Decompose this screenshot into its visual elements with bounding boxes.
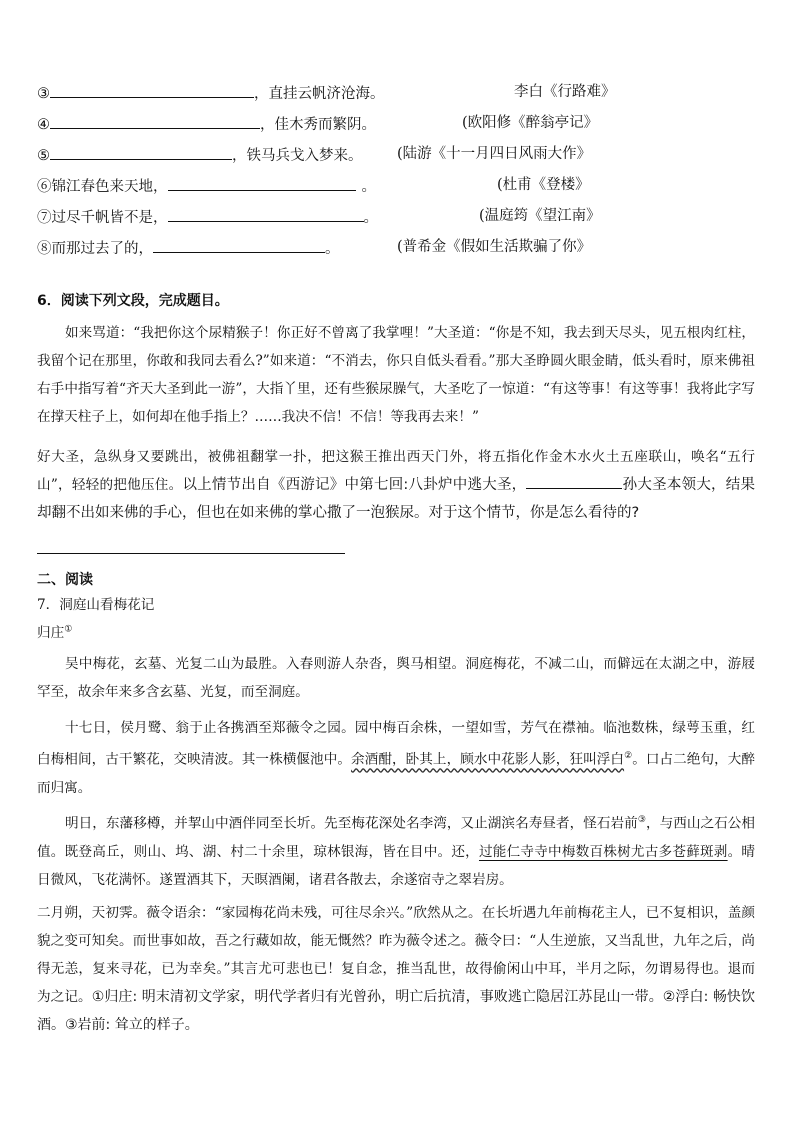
q7-p3-text-b: ，与西山之石公相值。既登高丘，则山、坞、湖、村二十余里，琼林银海，皆在目中。还，: [37, 815, 756, 860]
q6-heading: 6．阅读下列文段，完成题目。: [37, 293, 229, 309]
section-title: 二、阅读: [37, 572, 93, 588]
q6-question-b: 孙大圣本领大，结果却翻不出如来佛的手心，但也在如来佛的掌心撒了一泡猴尿。对于这个情节，你是怎么看待的?: [37, 477, 756, 521]
q7-paragraph-4: [37, 899, 755, 1039]
q6-passage-2: [37, 443, 755, 527]
answer-blank[interactable]: [50, 111, 260, 129]
q7-p3-note: ③: [637, 815, 646, 825]
answer-blank[interactable]: [50, 142, 232, 160]
q7-p3-text-c: 。晴日微风，飞花满怀。遂置酒其下，天暝酒阑，诸君各散去，余遂宿寺之翠岩房。: [37, 843, 756, 888]
q7-p4-text: 二月朔，天初霁。薇令语余：“家园梅花尚未残，可往尽余兴。”欣然从之。在长圻遇九年前梅花主人，已不复相识，盖颜貌之变可知矣。而世事如故，吾之行藏如故，能无慨然？昨为薇令述之。薇令曰：“人生逆旅，又当乱世，九年之后，尚得无恙，复来寻花，已为幸矣。”其言尤可悲也已！复自念，推当乱世，故得偷闲山中耳，半月之际，勿谓易得也。退而为之记。: [37, 905, 755, 1005]
fill-suffix: ，直挂云帆济沧海。: [254, 86, 385, 102]
fill-suffix: ，铁马兵戈入梦来。: [232, 148, 363, 164]
q7-p3-text-a: 明日，东藩移樽，并挈山中酒伴同至长圻。先至梅花深处名李湾，又止湖滨名寿昼者，怪石岩前: [65, 815, 638, 832]
answer-blank[interactable]: [168, 204, 364, 222]
q7-author-name: 归庄: [37, 625, 65, 641]
fill-row-4: [37, 111, 599, 135]
q7-author: [37, 621, 72, 641]
q7-author-note: ①: [64, 624, 73, 635]
fill-suffix: 。: [361, 179, 376, 195]
q7-paragraph-1: 吴中梅花，玄墓、光复二山为最胜。入春则游人杂沓，舆马相望。洞庭梅花，不减二山，而僻远在太湖之中，游屐罕至，故余年来多含玄墓、光复，而至洞庭。: [37, 656, 755, 700]
fill-source: (杜甫《登楼》: [497, 177, 590, 193]
fill-row-3: [37, 80, 616, 104]
q7-p2-text-a: 十七日，侯月鹭、翁于止各携酒至郑薇令之园。园中梅百余株，一望如雪，芳气在襟袖。临池数株，绿萼玉重，红白梅相间，古干繁花，交映清波。其一株横偃池中。: [37, 720, 755, 768]
fill-prefix: ③: [37, 86, 50, 102]
q7-paragraph-2: [37, 714, 755, 802]
fill-source: (陆游《十一月四日风雨大作》: [397, 146, 592, 162]
q6-answer-line[interactable]: [37, 553, 345, 554]
fill-prefix: ⑧而那过去了的，: [37, 241, 153, 257]
answer-blank[interactable]: [50, 80, 254, 98]
q7-p3-underlined-sentence: 过能仁寺寺中梅数百株树尤古多苍藓斑剥: [478, 843, 728, 860]
fill-source: (普希金《假如生活欺骗了你》: [397, 239, 592, 255]
fill-prefix: ⑦过尽千帆皆不是，: [37, 210, 168, 226]
fill-prefix: ⑤: [37, 148, 50, 164]
q7-heading: 7．洞庭山看梅花记: [37, 597, 155, 613]
fill-source: (欧阳修《醉翁亭记》: [462, 115, 599, 131]
fill-source: (温庭筠《望江南》: [479, 208, 601, 224]
fill-prefix: ④: [37, 117, 50, 133]
q7-p2-note: ②: [624, 751, 633, 761]
q6-passage: 如来骂道：“我把你这个尿精猴子！你正好不曾离了我掌哩！”大圣道：“你是不知，我去到天尽头，见五根肉红柱，我留个记在那里，你敢和我同去看么?”如来道：“不消去，你只自低头看看。”那大圣睁圆火眼金睛，低头看时，原来佛祖右手中指写着“齐天大圣到此一游”，大指丫里，还有些猴尿臊气，大圣吃了一惊道：“有这等事！有这等事！我将此字写在撑天柱子上，如何却在他手指上？……我决不信！不信！等我再去来！”: [37, 325, 755, 425]
answer-blank[interactable]: [153, 235, 325, 253]
q7-notes: ①归庄: 明末清初文学家，明代学者归有光曾孙，明亡后抗清，事败逃亡隐居江苏昆山一带。②浮白: 畅快饮酒。③岩前: 耸立的样子。: [37, 989, 755, 1033]
fill-row-7: [37, 204, 601, 228]
answer-blank[interactable]: [168, 173, 356, 191]
fill-row-8: [37, 235, 592, 259]
fill-suffix: 。: [363, 210, 378, 226]
fill-row-5: [37, 142, 592, 166]
fill-suffix: ，佳木秀而繁阴。: [260, 117, 376, 133]
fill-row-6: [37, 173, 590, 197]
fill-source: 李白《行路难》: [514, 84, 616, 100]
q7-p2-wavy-sentence: 余酒酣，卧其上，顾水中花影人影，狂叫浮白: [351, 751, 625, 768]
q7-paragraph-3: [37, 806, 755, 894]
fill-suffix: 。: [325, 241, 340, 257]
q6-question-a: 以上情节出自《西游记》中第七回:八卦炉中逃大圣，: [182, 477, 527, 493]
q6-passage-2-text: 好大圣，急纵身又要跳出，被佛祖翻掌一扑，把这猴王推出西天门外，将五指化作金木水火土五座联山，唤名“五行山”，轻轻的把他压住。: [37, 449, 755, 493]
fill-prefix: ⑥锦江春色来天地，: [37, 179, 168, 195]
q6-answer-blank[interactable]: [526, 473, 622, 489]
q7-p2-text-b: 。口占二绝句，大醉而归寓。: [37, 751, 756, 796]
